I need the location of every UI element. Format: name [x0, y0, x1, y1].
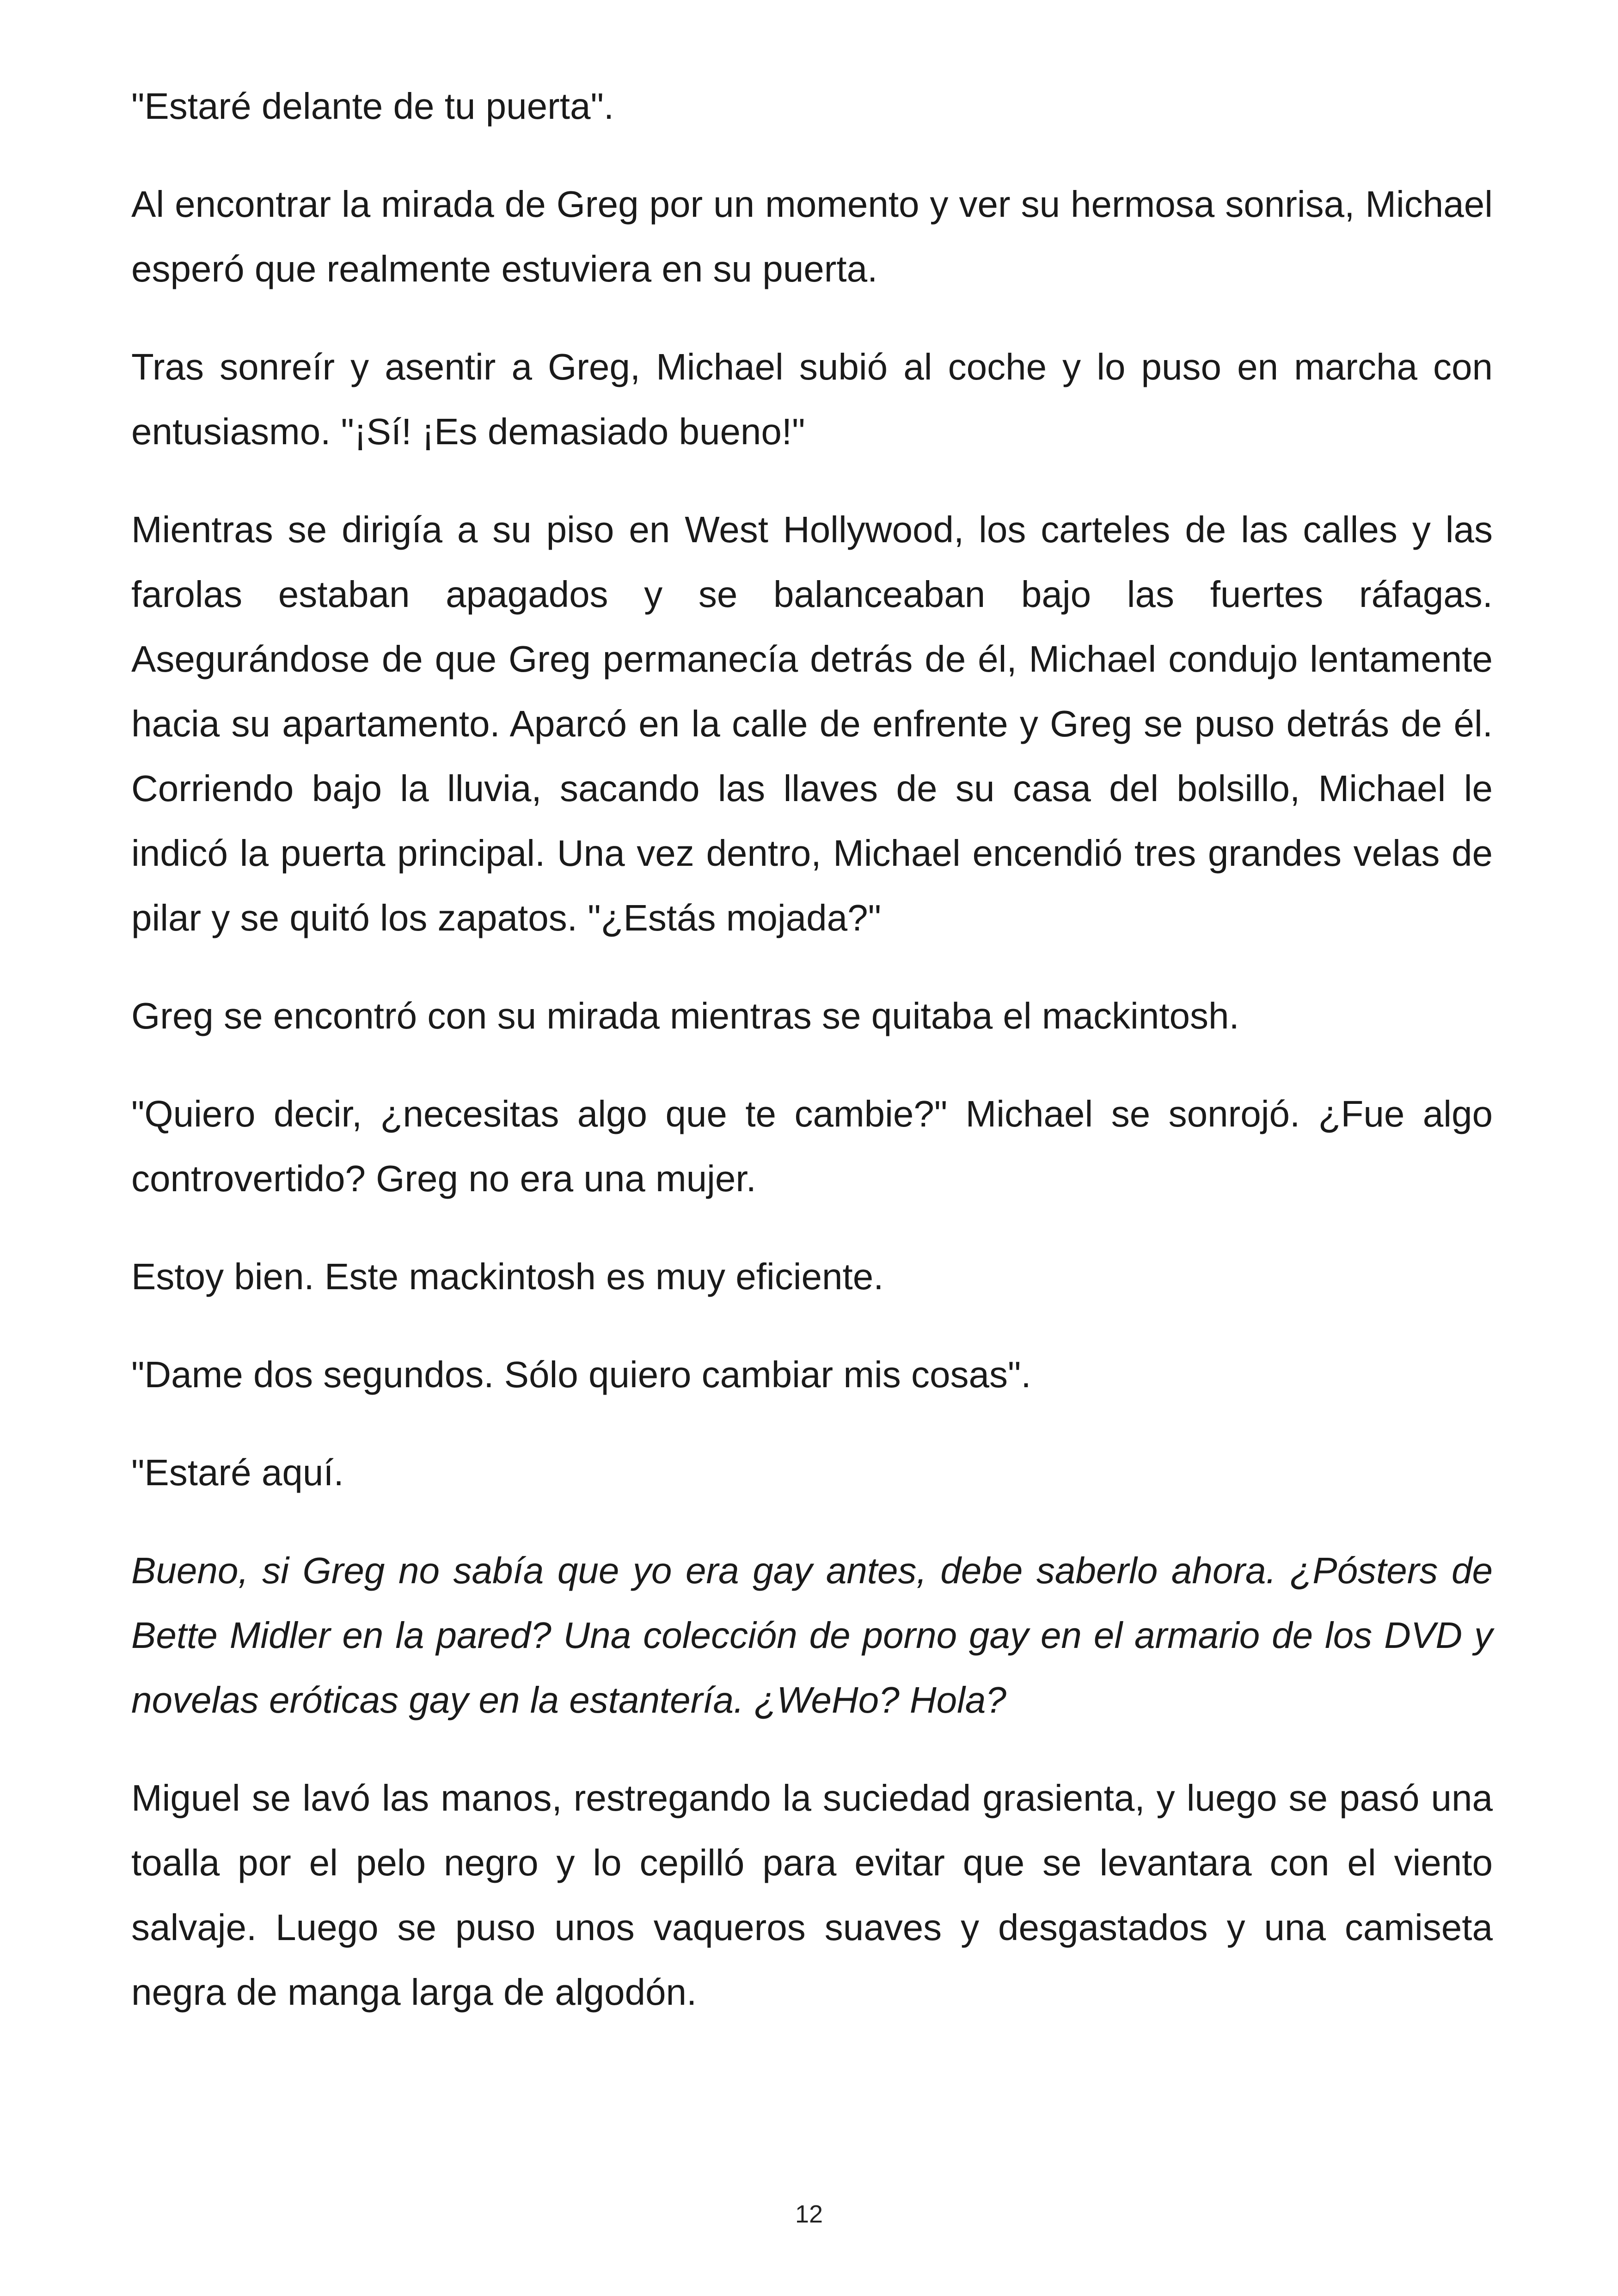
page-number: 12: [795, 2200, 823, 2228]
paragraph-5: Greg se encontró con su mirada mientras se quitaba el mackintosh.: [131, 995, 1239, 1036]
paragraph-10-italic: Bueno, si Greg no sabía que yo era gay antes, debe saberlo ahora. ¿Pósters de Bette Midler en la pared? Una colección de porno gay en el armario de los DVD y novelas eróticas gay en la estantería. ¿WeHo? Hola?: [131, 1550, 1493, 1720]
paragraph-9: "Estaré aquí.: [131, 1452, 344, 1493]
paragraph-1: "Estaré delante de tu puerta".: [131, 86, 614, 127]
paragraph-3: Tras sonreír y asentir a Greg, Michael subió al coche y lo puso en marcha con entusiasmo. "¡Sí! ¡Es demasiado bueno!": [131, 346, 1493, 452]
body-text: [131, 74, 1493, 2058]
paragraph-7: Estoy bien. Este mackintosh es muy eficiente.: [131, 1256, 884, 1297]
paragraph-2: Al encontrar la mirada de Greg por un momento y ver su hermosa sonrisa, Michael esperó que realmente estuviera en su puerta.: [131, 184, 1493, 289]
paragraph-6: "Quiero decir, ¿necesitas algo que te cambie?" Michael se sonrojó. ¿Fue algo controvertido? Greg no era una mujer.: [131, 1093, 1493, 1199]
paragraph-8: "Dame dos segundos. Sólo quiero cambiar mis cosas".: [131, 1354, 1031, 1395]
paragraph-11: Miguel se lavó las manos, restregando la suciedad grasienta, y luego se pasó una toalla por el pelo negro y lo cepilló para evitar que se levantara con el viento salvaje. Luego se puso unos vaqueros suaves y desgastados y una camiseta negra de manga larga de algodón.: [131, 1777, 1493, 2013]
paragraph-4: Mientras se dirigía a su piso en West Hollywood, los carteles de las calles y las farolas estaban apagados y se balanceaban bajo las fuertes ráfagas. Asegurándose de que Greg permanecía detrás de él, Michael condujo lentamente hacia su apartamento. Aparcó en la calle de enfrente y Greg se puso detrás de él. Corriendo bajo la lluvia, sacando las llaves de su casa del bolsillo, Michael le indicó la puerta principal. Una vez dentro, Michael encendió tres grandes velas de pilar y se quitó los zapatos. "¿Estás mojada?": [131, 509, 1493, 938]
